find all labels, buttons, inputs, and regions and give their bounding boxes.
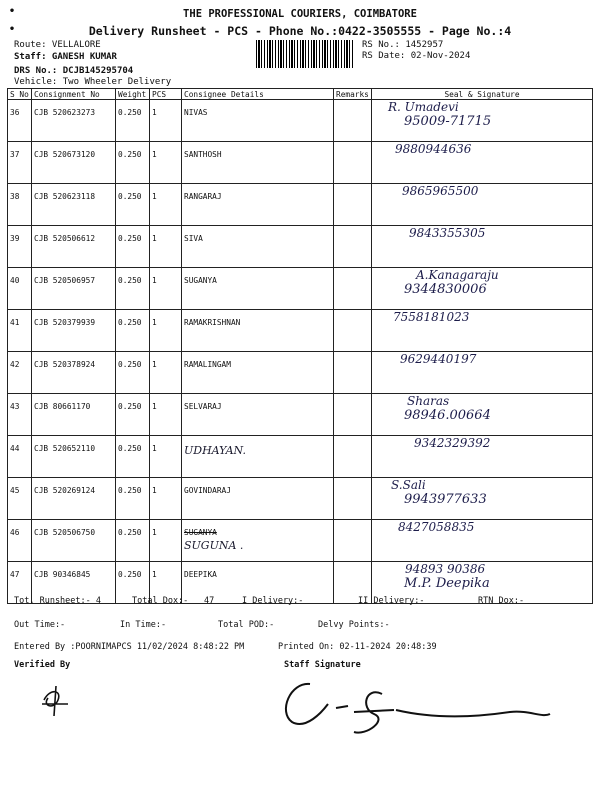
- signature-line-1: R. Umadevi: [388, 100, 459, 114]
- barcode: [256, 40, 354, 68]
- rtn-dox: RTN Dox:-: [478, 596, 525, 606]
- verified-initial-mark: [36, 678, 76, 718]
- consignee-name: RANGARAJ: [184, 192, 222, 201]
- row-remarks: [334, 100, 372, 142]
- row-remarks: [334, 310, 372, 352]
- consignee-name: SANTHOSH: [184, 150, 222, 159]
- signature-line-1: Sharas: [407, 394, 450, 408]
- row-pcs: 1: [150, 268, 182, 310]
- row-remarks: [334, 142, 372, 184]
- signature-line-2: 9344830006: [404, 282, 487, 297]
- col-header-signature: Seal & Signature: [372, 89, 593, 100]
- row-weight: 0.250: [116, 436, 150, 478]
- row-signature: [372, 436, 593, 478]
- consignee-name: SIVA: [184, 234, 203, 243]
- signature-line-2: 98946.00664: [404, 408, 491, 423]
- table-row: [8, 310, 593, 352]
- total-dox-label: Total Dox:-: [132, 596, 189, 606]
- row-weight: 0.250: [116, 226, 150, 268]
- row-consignment-no: CJB 520623273: [32, 100, 116, 142]
- row-pcs: 1: [150, 562, 182, 604]
- row-pcs: 1: [150, 226, 182, 268]
- row-weight: 0.250: [116, 352, 150, 394]
- row-sno: 47: [8, 562, 32, 604]
- row-signature: [372, 268, 593, 310]
- signature-line-1: 7558181023: [393, 310, 470, 324]
- row-consignee: [182, 310, 334, 352]
- ii-delivery: II Delivery:-: [358, 596, 425, 606]
- table-row: [8, 394, 593, 436]
- row-consignee: [182, 184, 334, 226]
- row-consignee: [182, 520, 334, 562]
- consignee-name: DEEPIKA: [184, 570, 217, 579]
- printed-on: Printed On: 02-11-2024 20:48:39: [278, 642, 437, 652]
- table-row: [8, 520, 593, 562]
- row-weight: 0.250: [116, 562, 150, 604]
- row-weight: 0.250: [116, 394, 150, 436]
- out-time: Out Time:-: [14, 620, 66, 630]
- route-label: Route: VELLALORE: [14, 40, 101, 50]
- verified-by: Verified By: [14, 660, 71, 670]
- tot-runsheet: Tot. Runsheet:- 4: [14, 596, 101, 606]
- row-consignment-no: CJB 520379939: [32, 310, 116, 352]
- row-pcs: 1: [150, 520, 182, 562]
- row-consignee: [182, 478, 334, 520]
- consignee-name: RAMALINGAM: [184, 360, 231, 369]
- table-row: [8, 142, 593, 184]
- row-sno: 46: [8, 520, 32, 562]
- consignee-name: RAMAKRISHNAN: [184, 318, 241, 327]
- row-weight: 0.250: [116, 142, 150, 184]
- total-pod: Total POD:-: [218, 620, 275, 630]
- table-row: [8, 226, 593, 268]
- row-sno: 36: [8, 100, 32, 142]
- col-header-consignment: Consignment No: [32, 89, 116, 100]
- row-pcs: 1: [150, 310, 182, 352]
- row-signature: [372, 142, 593, 184]
- row-pcs: 1: [150, 394, 182, 436]
- row-consignment-no: CJB 520506612: [32, 226, 116, 268]
- delvy-points: Delvy Points:-: [318, 620, 390, 630]
- row-consignee: [182, 142, 334, 184]
- row-pcs: 1: [150, 142, 182, 184]
- row-signature: [372, 352, 593, 394]
- total-dox-value: 47: [204, 596, 215, 606]
- row-weight: 0.250: [116, 520, 150, 562]
- row-weight: 0.250: [116, 268, 150, 310]
- row-pcs: 1: [150, 100, 182, 142]
- row-signature: [372, 394, 593, 436]
- row-consignee: [182, 226, 334, 268]
- row-sno: 38: [8, 184, 32, 226]
- row-consignee: [182, 100, 334, 142]
- row-signature: [372, 184, 593, 226]
- signature-line-1: A.Kanagaraju: [416, 268, 499, 282]
- row-sno: 43: [8, 394, 32, 436]
- signature-line-1: 94893 90386: [405, 562, 486, 576]
- row-consignee: [182, 268, 334, 310]
- consignee-name: UDHAYAN.: [184, 444, 246, 457]
- row-consignment-no: CJB 520673120: [32, 142, 116, 184]
- consignee-name: SUGANYA: [184, 276, 217, 285]
- signature-line-1: 9843355305: [409, 226, 486, 240]
- company-name: THE PROFESSIONAL COURIERS, COIMBATORE: [183, 8, 417, 20]
- row-pcs: 1: [150, 352, 182, 394]
- row-sno: 41: [8, 310, 32, 352]
- row-sno: 44: [8, 436, 32, 478]
- row-remarks: [334, 352, 372, 394]
- row-consignee: [182, 394, 334, 436]
- row-consignment-no: CJB 520506750: [32, 520, 116, 562]
- row-weight: 0.250: [116, 100, 150, 142]
- col-header-pcs: PCS: [150, 89, 182, 100]
- col-header-consignee: Consignee Details: [182, 89, 334, 100]
- staff-signature-label: Staff Signature: [284, 660, 361, 670]
- row-remarks: [334, 184, 372, 226]
- table-row: [8, 352, 593, 394]
- consignee-handwritten: SUGUNA .: [184, 539, 244, 552]
- col-header-weight: Weight: [116, 89, 150, 100]
- consignee-name: GOVINDARAJ: [184, 486, 231, 495]
- consignee-name: NIVAS: [184, 108, 208, 117]
- runsheet-table: [7, 88, 593, 604]
- table-row: [8, 436, 593, 478]
- staff-label: Staff: GANESH KUMAR: [14, 52, 117, 62]
- vehicle-label: Vehicle: Two Wheeler Delivery: [14, 77, 172, 87]
- row-signature: [372, 520, 593, 562]
- runsheet-title: Delivery Runsheet - PCS - Phone No.:0422-3505555 - Page No.:4: [88, 24, 512, 38]
- col-header-remarks: Remarks: [334, 89, 372, 100]
- row-pcs: 1: [150, 184, 182, 226]
- drs-number: DRS No.: DCJB145295704: [14, 66, 134, 76]
- row-weight: 0.250: [116, 310, 150, 352]
- consignee-name: SUGANYA: [184, 528, 217, 537]
- row-sno: 45: [8, 478, 32, 520]
- row-sno: 40: [8, 268, 32, 310]
- signature-line-1: 9342329392: [414, 436, 491, 450]
- row-weight: 0.250: [116, 478, 150, 520]
- signature-line-1: 9865965500: [402, 184, 479, 198]
- row-remarks: [334, 226, 372, 268]
- row-sno: 42: [8, 352, 32, 394]
- row-consignment-no: CJB 520652110: [32, 436, 116, 478]
- dot-mark: •: [9, 6, 16, 17]
- row-consignment-no: CJB 520378924: [32, 352, 116, 394]
- row-pcs: 1: [150, 478, 182, 520]
- row-pcs: 1: [150, 436, 182, 478]
- table-row: [8, 478, 593, 520]
- signature-line-2: M.P. Deepika: [404, 576, 490, 591]
- table-row: [8, 268, 593, 310]
- col-header-sno: S No: [8, 89, 32, 100]
- row-weight: 0.250: [116, 184, 150, 226]
- row-consignment-no: CJB 520269124: [32, 478, 116, 520]
- row-consignment-no: CJB 90346845: [32, 562, 116, 604]
- consignee-name: SELVARAJ: [184, 402, 222, 411]
- table-header-row: [8, 89, 593, 100]
- row-signature: [372, 310, 593, 352]
- row-remarks: [334, 268, 372, 310]
- row-remarks: [334, 520, 372, 562]
- signature-line-1: 9629440197: [400, 352, 477, 366]
- rs-number: RS No.: 1452957: [362, 40, 444, 50]
- signature-line-1: S.Sali: [391, 478, 426, 492]
- row-consignment-no: CJB 520623118: [32, 184, 116, 226]
- entered-by: Entered By :POORNIMAPCS 11/02/2024 8:48:22 PM: [14, 642, 245, 652]
- row-consignment-no: CJB 520506957: [32, 268, 116, 310]
- row-signature: [372, 226, 593, 268]
- row-sno: 37: [8, 142, 32, 184]
- row-remarks: [334, 478, 372, 520]
- row-consignee: [182, 436, 334, 478]
- i-delivery: I Delivery:-: [242, 596, 304, 606]
- row-remarks: [334, 394, 372, 436]
- row-sno: 39: [8, 226, 32, 268]
- row-signature: [372, 100, 593, 142]
- table-row: [8, 184, 593, 226]
- signature-line-1: 8427058835: [398, 520, 475, 534]
- dot-mark: •: [9, 24, 16, 35]
- signature-line-1: 9880944636: [395, 142, 472, 156]
- staff-handwritten-signature: [270, 672, 570, 742]
- rs-date: RS Date: 02-Nov-2024: [362, 51, 471, 61]
- row-remarks: [334, 436, 372, 478]
- row-consignment-no: CJB 80661170: [32, 394, 116, 436]
- signature-line-2: 95009-71715: [404, 114, 492, 129]
- row-signature: [372, 478, 593, 520]
- signature-line-2: 9943977633: [404, 492, 487, 507]
- table-row: [8, 100, 593, 142]
- in-time: In Time:-: [120, 620, 167, 630]
- row-consignee: [182, 352, 334, 394]
